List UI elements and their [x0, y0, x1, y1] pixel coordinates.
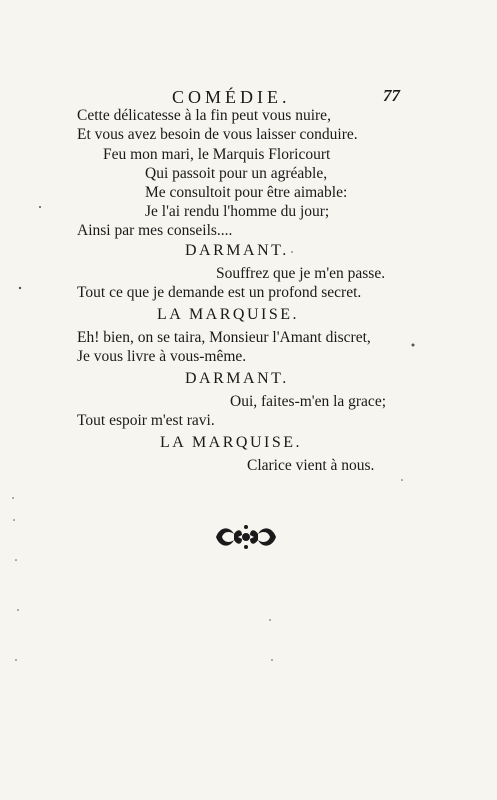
speaker-name: LA MARQUISE.: [157, 306, 300, 323]
verse-line: Tout espoir m'est ravi.: [77, 412, 215, 429]
verse-line: Feu mon mari, le Marquis Floricourt: [103, 146, 331, 163]
speaker-name: LA MARQUISE.: [160, 434, 303, 451]
verse-line: Je vous livre à vous-même.: [77, 348, 247, 365]
running-title: COMÉDIE.: [172, 87, 291, 107]
verse-line: Je l'ai rendu l'homme du jour;: [145, 203, 330, 220]
verse-line: Ainsi par mes conseils....: [77, 222, 233, 239]
verse-line: Tout ce que je demande est un profond secret.: [77, 284, 362, 301]
verse-line: Cette délicatesse à la fin peut vous nuire,: [77, 107, 331, 124]
verse-line: Me consultoit pour être aimable:: [145, 184, 348, 201]
speaker-name: DARMANT.: [185, 370, 289, 387]
verse-line: Oui, faites-m'en la grace;: [230, 393, 386, 410]
speaker-name: DARMANT.: [185, 242, 289, 259]
ornament-icon: [212, 522, 280, 552]
verse-line: Eh! bien, on se taira, Monsieur l'Amant discret,: [77, 329, 371, 346]
page-number: 77: [383, 86, 400, 105]
verse-line: Qui passoit pour un agréable,: [145, 165, 328, 182]
verse-line: Clarice vient à nous.: [247, 457, 375, 474]
verse-line: Et vous avez besoin de vous laisser conduire.: [77, 126, 358, 143]
verse-line: Souffrez que je m'en passe.: [216, 265, 386, 282]
